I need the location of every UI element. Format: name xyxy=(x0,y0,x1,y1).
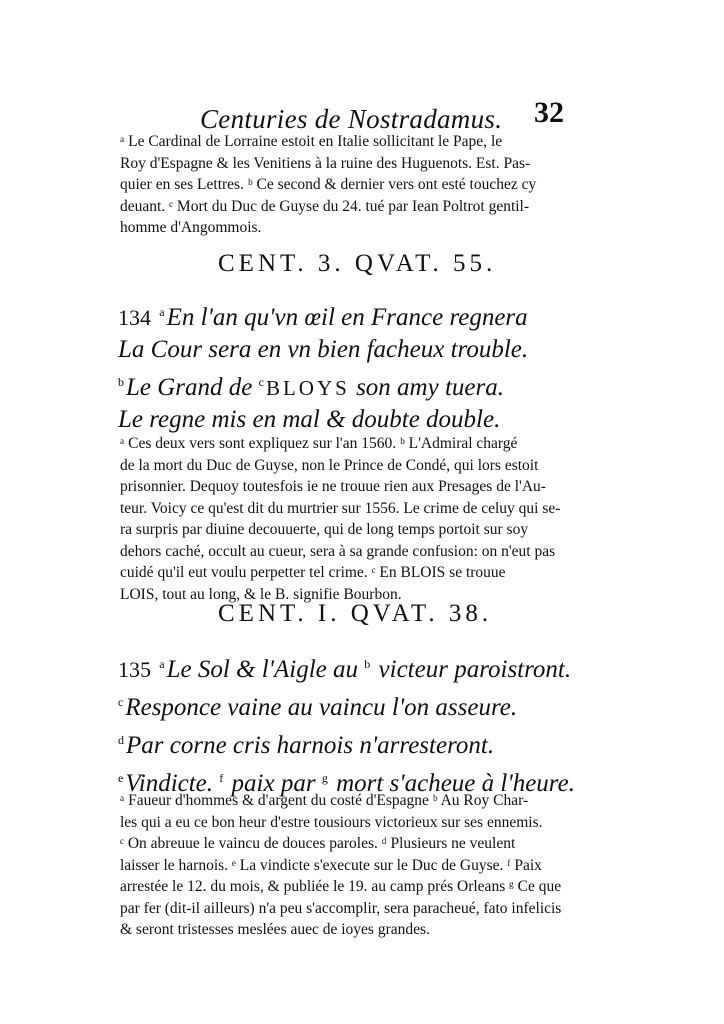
footnote-line: laisser le harnois. ᵉ La vindicte s'execute sur le Duc de Guyse. ᶠ Paix xyxy=(120,856,542,874)
footnote-block-2 xyxy=(120,433,590,605)
verse-text: Le regne mis en mal & doubte double. xyxy=(118,406,501,433)
note-marker: a xyxy=(159,657,165,671)
footnote-line: ᵃ Faueur d'hommes & d'argent du costé d'Espagne ᵇ Au Roy Char- xyxy=(120,792,529,809)
footnote-line: Roy d'Espagne & les Venitiens à la ruine des Huguenots. Est. Pas- xyxy=(120,154,531,172)
footnote-line: les qui a eu ce bon heur d'estre tousiours victorieux sur ses ennemis. xyxy=(120,813,543,831)
verse-line xyxy=(118,686,575,724)
verse-line xyxy=(118,724,575,762)
footnote-line: par fer (dit-il ailleurs) n'a peu s'accomplir, sera paracheué, fato infelicis xyxy=(120,899,562,917)
section-heading: CENT. 3. QVAT. 55. xyxy=(218,250,497,277)
verse-text: Le Sol & l'Aigle au xyxy=(166,656,365,683)
verse-text: Le Grand de xyxy=(126,374,259,401)
footnote-line: & seront tristesses meslées auec de ioyes grandes. xyxy=(120,921,430,938)
quatrain-block xyxy=(118,296,528,436)
footnote-line: teur. Voicy ce qu'est dit du murtrier sur 1556. Le crime de celuy qui se- xyxy=(120,499,561,517)
verse-line xyxy=(118,334,528,366)
section-heading: CENT. I. QVAT. 38. xyxy=(218,600,493,627)
verse-text: son amy tuera. xyxy=(349,374,504,401)
footnote-line: dehors caché, occult au cueur, sera à sa grande confusion: on n'eut pas xyxy=(120,542,556,560)
footnote-line: LOIS, tout au long, & le B. signifie Bourbon. xyxy=(120,585,402,603)
footnote-line: de la mort du Duc de Guyse, non le Prince de Condé, qui lors estoit xyxy=(120,456,539,474)
verse-text: BLOYS xyxy=(265,376,350,400)
footnote-line: ra surpris par diuine decouuerte, qui de long temps portoit sur soy xyxy=(120,521,529,538)
quatrain-block xyxy=(118,648,575,800)
footnote-block-1 xyxy=(120,131,590,239)
verse-text: victeur paroistront. xyxy=(372,656,572,683)
verse-text: Par corne cris harnois n'arresteront. xyxy=(126,732,495,759)
note-marker: g xyxy=(321,771,328,785)
verse-line xyxy=(118,648,575,686)
note-marker: d xyxy=(118,733,124,747)
footnote-block-3 xyxy=(120,790,598,941)
footnote-line: ᵃ Ces deux vers sont expliquez sur l'an 1560. ᵇ L'Admiral chargé xyxy=(120,435,518,452)
footnote-line: arrestée le 12. du mois, & publiée le 19. au camp prés Orleans ᵍ Ce que xyxy=(120,878,562,895)
footnote-line: ᶜ On abreuue le vaincu de douces paroles. ᵈ Plusieurs ne veulent xyxy=(120,835,516,852)
note-marker: b xyxy=(364,657,371,671)
footnote-line: cuidé qu'il eut voulu perpetter tel crime. ᶜ En BLOIS se trouue xyxy=(120,564,506,581)
footnote-line: ᵃ Le Cardinal de Lorraine estoit en Italie sollicitant le Pape, le xyxy=(120,133,503,150)
verse-text: paix par xyxy=(225,770,322,797)
note-marker: c xyxy=(118,695,124,709)
note-marker: b xyxy=(118,375,124,389)
page-number: 32 xyxy=(534,96,564,129)
footnote-line: deuant. ᶜ Mort du Duc de Guyse du 24. tué par Iean Poltrot gentil- xyxy=(120,197,530,215)
footnote-line: prisonnier. Dequoy toutesfois ie ne trouue rien aux Presages de l'Au- xyxy=(120,478,546,495)
note-marker: c xyxy=(258,375,264,389)
footnote-line: quier en ses Lettres. ᵇ Ce second & dernier vers ont esté touchez cy xyxy=(120,176,537,193)
verse-line xyxy=(118,404,528,436)
verse-text: mort s'acheue à l'heure. xyxy=(329,770,575,797)
quatrain-number: 134 xyxy=(118,305,151,330)
note-marker: a xyxy=(159,305,165,319)
verse-text: Vindicte. xyxy=(125,770,220,797)
verse-line xyxy=(118,366,528,404)
verse-text: Responce vaine au vaincu l'on asseure. xyxy=(125,694,518,721)
verse-text: En l'an qu'vn œil en France regnera xyxy=(166,304,528,331)
verse-text: La Cour sera en vn bien facheux trouble. xyxy=(118,336,529,363)
note-marker: e xyxy=(118,771,124,785)
note-marker: f xyxy=(219,771,224,785)
quatrain-number: 135 xyxy=(118,657,151,682)
verse-line xyxy=(118,296,528,334)
running-title: Centuries de Nostradamus. xyxy=(200,104,503,134)
footnote-line: homme d'Angommois. xyxy=(120,219,262,236)
